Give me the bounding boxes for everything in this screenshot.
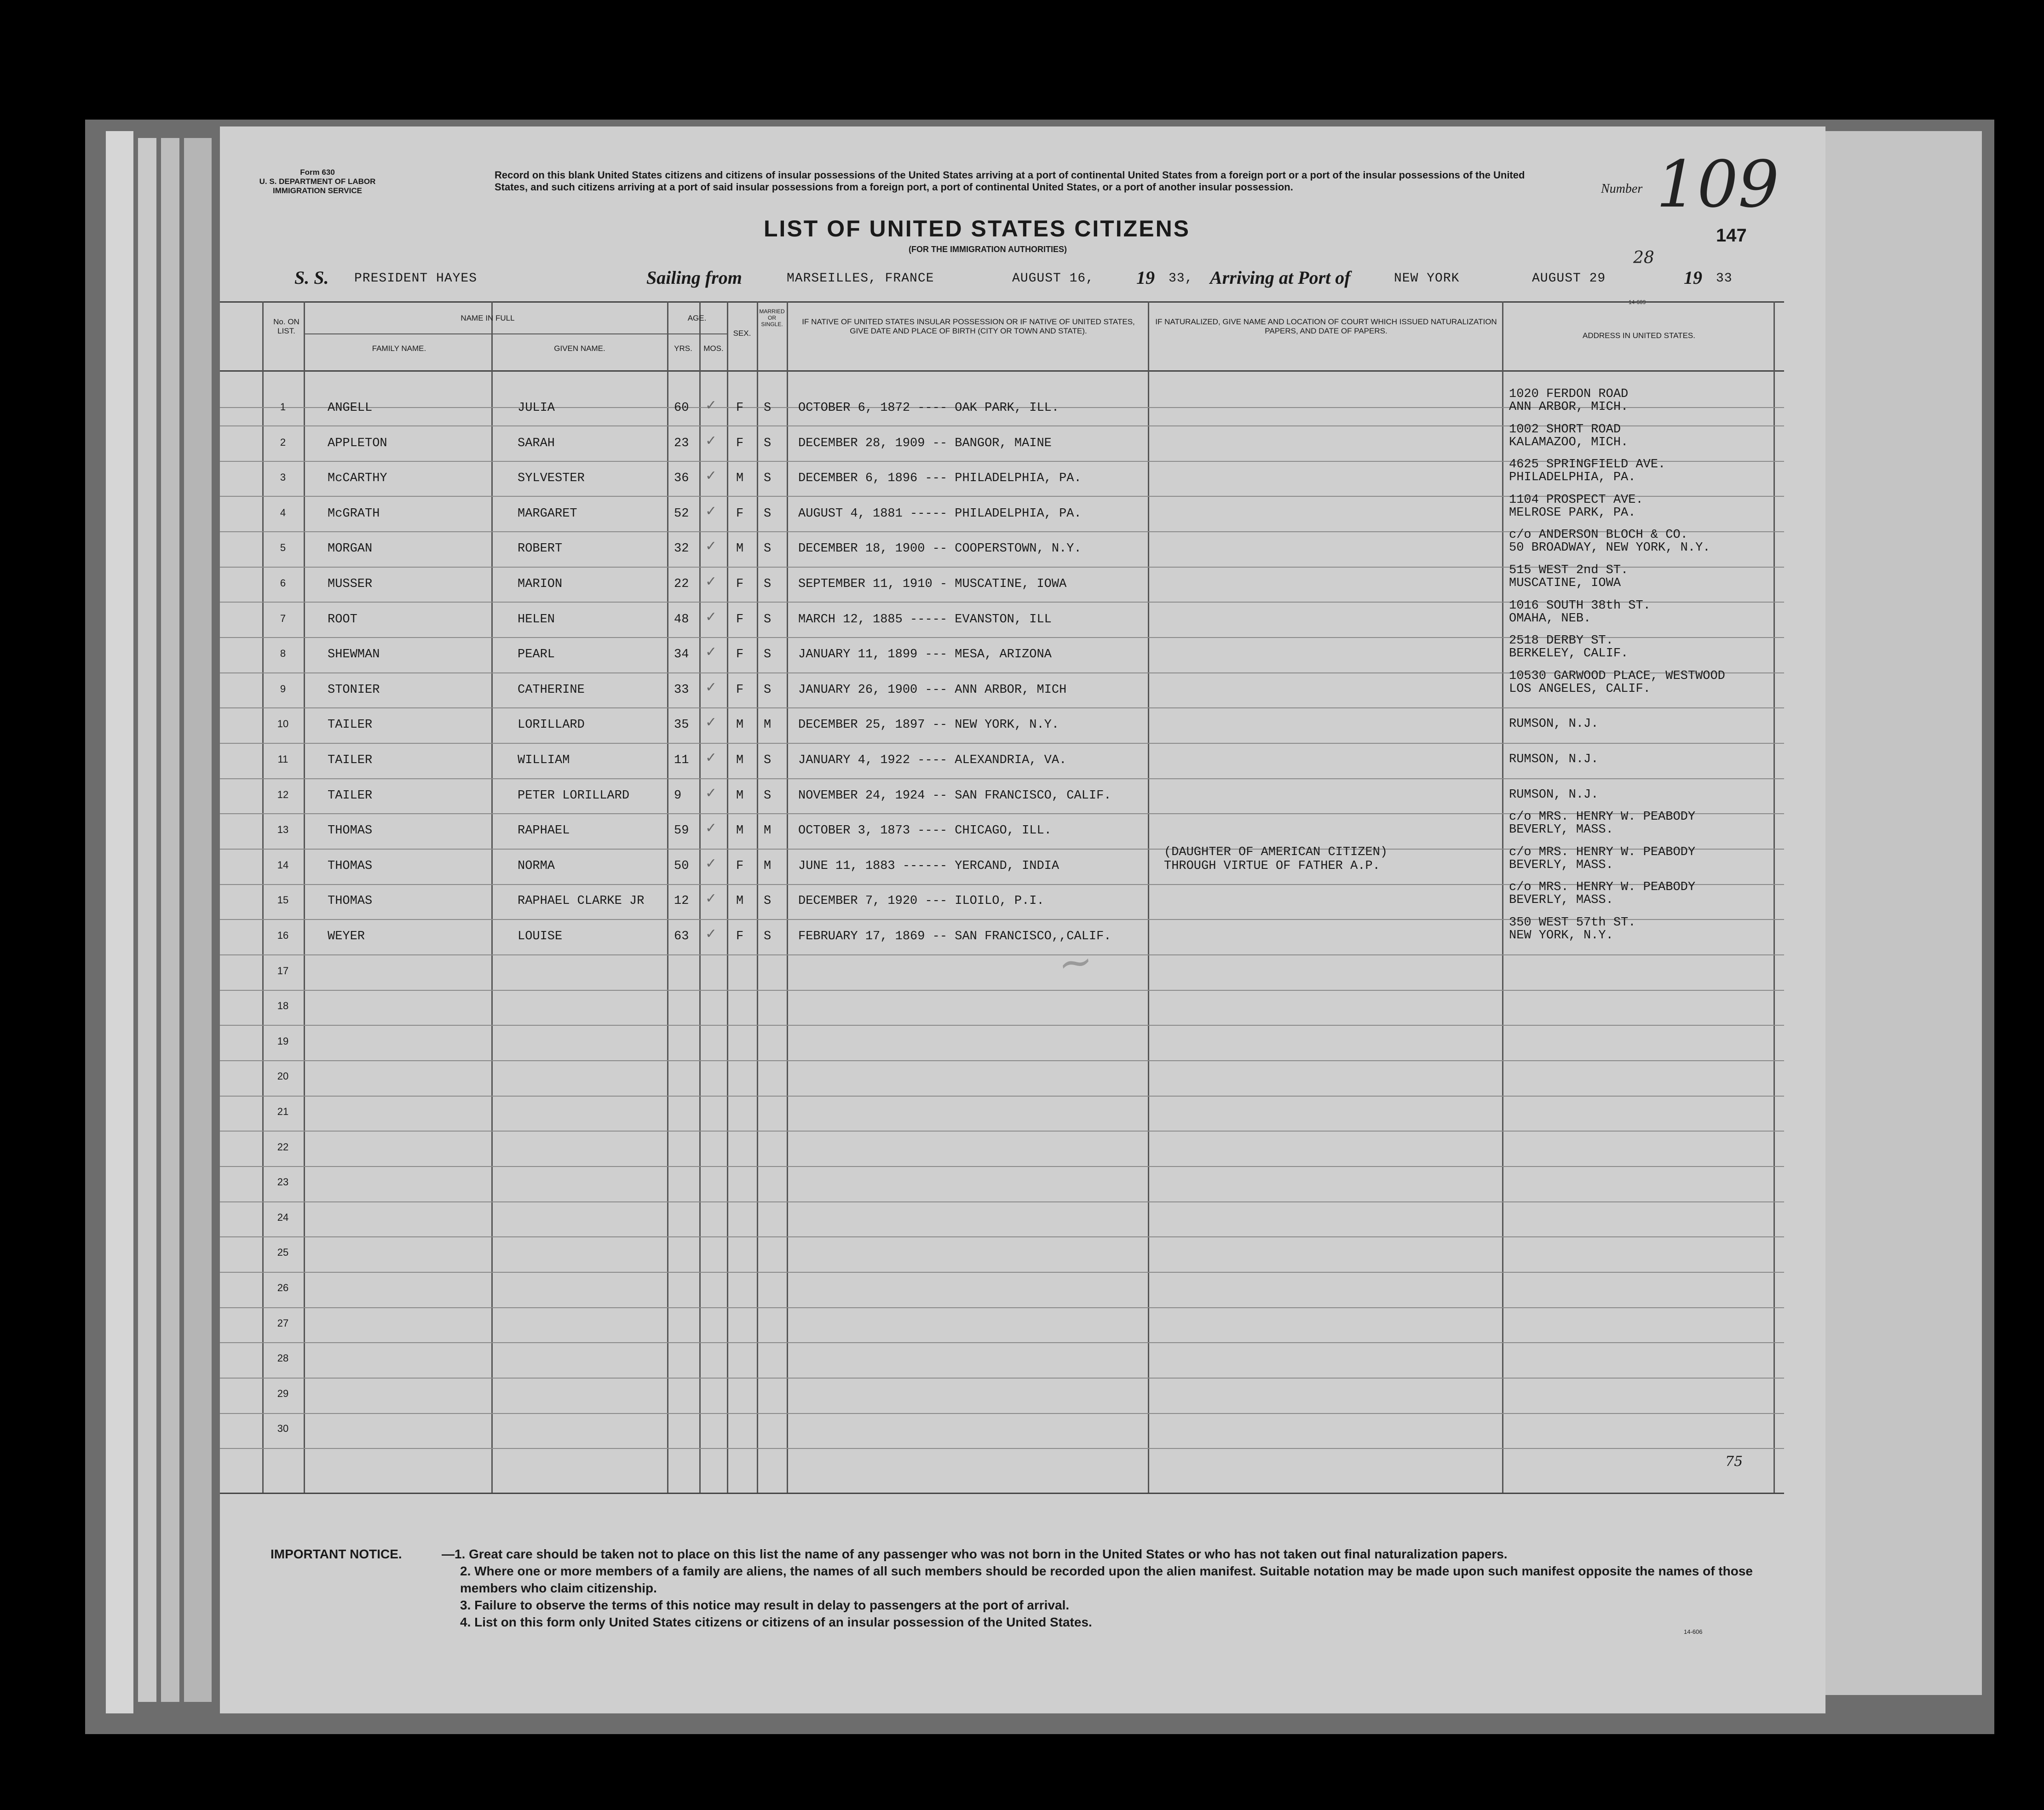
row-number: 9 xyxy=(280,683,286,695)
row-number: 15 xyxy=(277,894,289,906)
check-mark-icon: ✓ xyxy=(706,503,716,521)
birth-info: DECEMBER 6, 1896 --- PHILADELPHIA, PA. xyxy=(798,471,1082,486)
family-name: TAILER xyxy=(328,788,373,803)
birth-info: MARCH 12, 1885 ----- EVANSTON, ILL xyxy=(798,612,1052,626)
marital-status: S xyxy=(764,683,772,697)
family-name: APPLETON xyxy=(328,436,387,450)
given-name: SARAH xyxy=(518,436,555,450)
empty-row-number: 21 xyxy=(277,1106,289,1117)
row-rule xyxy=(220,1025,1784,1026)
check-mark-icon: ✓ xyxy=(706,609,716,626)
age-years: 48 xyxy=(674,612,689,626)
table-bottom-border xyxy=(220,1493,1784,1494)
address-line-1: 1020 FERDON ROAD xyxy=(1509,387,1629,401)
row-rule xyxy=(220,1096,1784,1097)
page-stamp: 147 xyxy=(1716,225,1747,246)
row-number: 4 xyxy=(280,506,286,518)
row-rule xyxy=(220,990,1784,991)
sex: M xyxy=(736,471,744,486)
address-line-2: 50 BROADWAY, NEW YORK, N.Y. xyxy=(1509,541,1710,555)
row-rule xyxy=(220,707,1784,708)
header-bottom-border xyxy=(220,370,1784,372)
check-mark-icon: ✓ xyxy=(706,750,716,767)
given-name: MARION xyxy=(518,577,563,591)
row-number: 13 xyxy=(277,824,289,836)
table-top-border xyxy=(220,301,1784,303)
birth-info: AUGUST 4, 1881 ----- PHILADELPHIA, PA. xyxy=(798,506,1082,521)
check-mark-icon: ✓ xyxy=(706,432,716,450)
birth-info: FEBRUARY 17, 1869 -- SAN FRANCISCO,,CALIF. xyxy=(798,930,1111,943)
address-line-1: 1002 SHORT ROAD xyxy=(1509,422,1621,437)
address-line-2: PHILADELPHIA, PA. xyxy=(1509,471,1636,485)
name-subdivider xyxy=(304,333,667,334)
column-divider xyxy=(304,301,305,1493)
marital-status: M xyxy=(764,824,772,838)
age-years: 33 xyxy=(674,683,689,697)
marital-status: S xyxy=(764,401,772,415)
col-header-address: ADDRESS IN UNITED STATES. xyxy=(1583,331,1695,340)
address-line-1: c/o MRS. HENRY W. PEABODY xyxy=(1509,810,1696,824)
page-edge-strip xyxy=(138,138,156,1702)
right-page-edge xyxy=(1825,131,1982,1695)
col-header-name-in-full: NAME IN FULL xyxy=(461,314,515,322)
birth-info: DECEMBER 7, 1920 --- ILOILO, P.I. xyxy=(798,894,1044,908)
row-number: 8 xyxy=(280,648,286,660)
empty-row-number: 30 xyxy=(277,1423,289,1435)
row-rule xyxy=(220,1342,1784,1343)
age-years: 63 xyxy=(674,930,689,943)
col-header-age: AGE. xyxy=(687,314,707,322)
address-line-2: RUMSON, N.J. xyxy=(1509,787,1599,802)
page-edge-strip xyxy=(106,131,133,1713)
row-rule xyxy=(220,1307,1784,1308)
check-mark-icon: ✓ xyxy=(706,820,716,838)
row-number: 16 xyxy=(277,930,289,941)
family-name: WEYER xyxy=(328,930,365,943)
row-number: 2 xyxy=(280,436,286,448)
check-mark-icon: ✓ xyxy=(706,926,716,943)
address-line-1: 1016 SOUTH 38th ST. xyxy=(1509,598,1651,613)
row-number: 6 xyxy=(280,577,286,589)
family-name: TAILER xyxy=(328,753,373,767)
notice-item-4: 4. List on this form only United States citizens or citizens of an insular possession of the United States. xyxy=(460,1615,1092,1629)
marital-status: S xyxy=(764,542,772,556)
notice-item-3: 3. Failure to observe the terms of this notice may result in delay to passengers at the port of arrival. xyxy=(460,1598,1070,1612)
birth-info: OCTOBER 6, 1872 ---- OAK PARK, ILL. xyxy=(798,401,1059,415)
sex: F xyxy=(736,401,744,415)
address-line-2: ANN ARBOR, MICH. xyxy=(1509,400,1629,414)
family-name: THOMAS xyxy=(328,894,373,908)
page-edge-strip xyxy=(161,138,179,1702)
address-line-2: LOS ANGELES, CALIF. xyxy=(1509,682,1651,696)
age-years: 22 xyxy=(674,577,689,591)
row-rule xyxy=(220,1131,1784,1132)
marital-status: S xyxy=(764,894,772,908)
col-header-married: MARRIED OR SINGLE. xyxy=(759,308,785,328)
address-line-1: 350 WEST 57th ST. xyxy=(1509,916,1636,930)
family-name: McCARTHY xyxy=(328,471,387,486)
address-line-1: 10530 GARWOOD PLACE, WESTWOOD xyxy=(1509,669,1725,683)
column-divider xyxy=(262,301,264,1493)
sex: F xyxy=(736,506,744,521)
age-years: 59 xyxy=(674,824,689,838)
family-name: THOMAS xyxy=(328,824,373,838)
empty-row-number: 20 xyxy=(277,1070,289,1082)
age-years: 32 xyxy=(674,542,689,556)
ss-label: S. S. xyxy=(294,267,329,288)
year-to: 33 xyxy=(1716,271,1733,286)
col-header-naturalized: IF NATURALIZED, GIVE NAME AND LOCATION OF COURT WHICH ISSUED NATURALIZATION PAPERS, AND DATE OF PAPERS. xyxy=(1155,317,1497,335)
family-name: ANGELL xyxy=(328,401,373,415)
number-label: Number xyxy=(1601,182,1643,196)
col-header-given-name: GIVEN NAME. xyxy=(554,344,605,353)
address-line-2: KALAMAZOO, MICH. xyxy=(1509,435,1629,449)
family-name: STONIER xyxy=(328,683,380,697)
empty-row-number: 23 xyxy=(277,1176,289,1188)
address-line-2: BEVERLY, MASS. xyxy=(1509,893,1613,908)
age-subdivider xyxy=(667,333,727,334)
check-mark-icon: ✓ xyxy=(706,538,716,556)
row-rule xyxy=(220,1166,1784,1167)
year-from: 33, xyxy=(1169,271,1193,286)
marital-status: S xyxy=(764,577,772,591)
column-divider xyxy=(699,301,701,1493)
row-rule xyxy=(220,1448,1784,1449)
row-rule xyxy=(220,1236,1784,1237)
row-number: 5 xyxy=(280,542,286,554)
age-years: 12 xyxy=(674,894,689,908)
sex: F xyxy=(736,683,744,697)
row-rule xyxy=(220,1272,1784,1273)
row-rule xyxy=(220,1060,1784,1061)
date-from: AUGUST 16, xyxy=(1012,271,1094,286)
address-line-2: NEW YORK, N.Y. xyxy=(1509,929,1613,942)
given-name: MARGARET xyxy=(518,506,577,521)
family-name: TAILER xyxy=(328,718,373,732)
form-instructions: Record on this blank United States citizens and citizens of insular possessions of the United States arriving at a port of continental United States from a foreign port or a port of the insular possessions of the United States, and such citizens arriving at a port of said insular possessions from a foreign port, a port of continental United States, or a port of another insular possession. xyxy=(495,169,1525,193)
empty-row-number: 22 xyxy=(277,1141,289,1153)
birth-info: JUNE 11, 1883 ------ YERCAND, INDIA xyxy=(798,859,1059,873)
column-divider xyxy=(1502,301,1503,1493)
family-name: MUSSER xyxy=(328,577,373,591)
given-name: HELEN xyxy=(518,612,555,626)
notice-item-2: 2. Where one or more members of a family are aliens, the names of all such members should be recorded upon the alien manifest. Suitable notation may be made upon such manifest opposite the names of those members who claim citizenship. xyxy=(460,1564,1753,1595)
row-number: 12 xyxy=(277,788,289,800)
date-to-correction: 28 xyxy=(1633,248,1654,267)
address-line-1: 1104 PROSPECT AVE. xyxy=(1509,493,1643,507)
inspector-signature: ~ xyxy=(1055,936,1096,989)
row-rule xyxy=(220,1378,1784,1379)
column-divider xyxy=(787,301,788,1493)
age-years: 60 xyxy=(674,401,689,415)
check-mark-icon: ✓ xyxy=(706,891,716,908)
row-rule xyxy=(220,1413,1784,1414)
sex: F xyxy=(736,612,744,626)
address-line-1: 4625 SPRINGFIELD AVE. xyxy=(1509,458,1666,472)
family-name: ROOT xyxy=(328,612,357,626)
row-rule xyxy=(220,1201,1784,1202)
empty-row-number: 17 xyxy=(277,965,289,977)
given-name: SYLVESTER xyxy=(518,471,585,486)
marital-status: S xyxy=(764,506,772,521)
column-divider xyxy=(667,301,668,1493)
address-line-2: BEVERLY, MASS. xyxy=(1509,823,1613,837)
form-info xyxy=(248,168,386,195)
row-number: 7 xyxy=(280,612,286,624)
given-name: WILLIAM xyxy=(518,753,570,767)
marital-status: S xyxy=(764,753,772,767)
number-value: 109 xyxy=(1656,147,1779,222)
marital-status: M xyxy=(764,859,772,873)
sex: F xyxy=(736,577,744,591)
age-years: 35 xyxy=(674,718,689,732)
birth-info: SEPTEMBER 11, 1910 - MUSCATINE, IOWA xyxy=(798,577,1067,591)
check-mark-icon: ✓ xyxy=(706,574,716,591)
naturalization-note-2: THROUGH VIRTUE OF FATHER A.P. xyxy=(1164,859,1380,873)
sex: M xyxy=(736,894,744,908)
column-divider xyxy=(727,301,728,1493)
marital-status: S xyxy=(764,471,772,486)
empty-row-number: 25 xyxy=(277,1247,289,1258)
row-number: 11 xyxy=(277,753,288,765)
empty-row-number: 26 xyxy=(277,1282,289,1293)
service-name: IMMIGRATION SERVICE xyxy=(273,186,362,195)
address-line-2: RUMSON, N.J. xyxy=(1509,753,1599,766)
birth-info: DECEMBER 25, 1897 -- NEW YORK, N.Y. xyxy=(798,718,1059,732)
column-divider xyxy=(757,301,758,1493)
page-edge-strip xyxy=(184,138,212,1702)
address-line-1: 2518 DERBY ST. xyxy=(1509,634,1613,648)
marital-status: M xyxy=(764,718,772,732)
marital-status: S xyxy=(764,648,772,662)
marital-status: S xyxy=(764,436,772,450)
given-name: PETER LORILLARD xyxy=(518,788,630,803)
col-header-mos: MOS. xyxy=(703,344,724,353)
age-years: 9 xyxy=(674,788,682,803)
column-divider xyxy=(1148,301,1149,1493)
given-name: ROBERT xyxy=(518,542,563,556)
page-mark: 75 xyxy=(1725,1454,1743,1470)
family-name: MORGAN xyxy=(328,542,373,556)
marital-status: S xyxy=(764,930,772,943)
address-line-1: c/o ANDERSON BLOCH & CO. xyxy=(1509,528,1688,542)
address-line-2: MUSCATINE, IOWA xyxy=(1509,576,1621,590)
sex: F xyxy=(736,648,744,662)
port-from: MARSEILLES, FRANCE xyxy=(787,271,934,286)
given-name: NORMA xyxy=(518,859,555,873)
year-from-prefix: 19 xyxy=(1136,267,1155,288)
row-number: 3 xyxy=(280,471,286,483)
department-name: U. S. DEPARTMENT OF LABOR xyxy=(259,177,376,186)
row-rule xyxy=(220,743,1784,744)
sex: M xyxy=(736,718,744,732)
row-rule xyxy=(220,778,1784,779)
age-years: 34 xyxy=(674,648,689,662)
birth-info: OCTOBER 3, 1873 ---- CHICAGO, ILL. xyxy=(798,824,1052,838)
sailing-label: Sailing from xyxy=(646,267,742,288)
check-mark-icon: ✓ xyxy=(706,644,716,662)
marital-status: S xyxy=(764,612,772,626)
given-name: CATHERINE xyxy=(518,683,585,697)
col-header-yrs: YRS. xyxy=(674,344,692,353)
sex: M xyxy=(736,824,744,838)
form-number: Form 630 xyxy=(300,168,335,177)
sex: M xyxy=(736,542,744,556)
empty-row-number: 18 xyxy=(277,1000,289,1012)
important-notice-heading: IMPORTANT NOTICE. xyxy=(271,1547,402,1561)
column-divider xyxy=(491,301,493,1493)
column-divider xyxy=(1773,301,1775,1493)
col-header-family-name: FAMILY NAME. xyxy=(372,344,426,353)
given-name: LORILLARD xyxy=(518,718,585,732)
col-header-birth: IF NATIVE OF UNITED STATES INSULAR POSSESSION OR IF NATIVE OF UNITED STATES, GIVE DATE AND PLACE OF BIRTH (CITY OR TOWN AND STATE). xyxy=(802,317,1135,335)
birth-info: NOVEMBER 24, 1924 -- SAN FRANCISCO, CALIF. xyxy=(798,788,1111,803)
birth-info: DECEMBER 28, 1909 -- BANGOR, MAINE xyxy=(798,436,1052,450)
check-mark-icon: ✓ xyxy=(706,468,716,486)
address-line-1: c/o MRS. HENRY W. PEABODY xyxy=(1509,845,1696,859)
given-name: PEARL xyxy=(518,648,555,662)
page-subtitle: (FOR THE IMMIGRATION AUTHORITIES) xyxy=(909,245,1067,254)
empty-row-number: 28 xyxy=(277,1352,289,1364)
notice-code: 14-606 xyxy=(1684,1628,1703,1635)
age-years: 11 xyxy=(674,753,689,767)
birth-info: DECEMBER 18, 1900 -- COOPERSTOWN, N.Y. xyxy=(798,542,1082,556)
address-line-2: RUMSON, N.J. xyxy=(1509,717,1599,731)
check-mark-icon: ✓ xyxy=(706,855,716,873)
address-line-1: 515 WEST 2nd ST. xyxy=(1509,563,1629,577)
row-number: 10 xyxy=(277,718,289,730)
check-mark-icon: ✓ xyxy=(706,785,716,803)
given-name: RAPHAEL xyxy=(518,824,570,838)
birth-info: JANUARY 11, 1899 --- MESA, ARIZONA xyxy=(798,648,1052,662)
empty-row-number: 29 xyxy=(277,1387,289,1399)
address-line-2: OMAHA, NEB. xyxy=(1509,611,1591,626)
empty-row-number: 19 xyxy=(277,1035,289,1047)
given-name: LOUISE xyxy=(518,930,563,943)
naturalization-note-1: (DAUGHTER OF AMERICAN CITIZEN) xyxy=(1164,845,1388,859)
sex: F xyxy=(736,930,744,943)
arriving-label: Arriving at Port of xyxy=(1210,267,1351,288)
number-field xyxy=(1601,182,1642,196)
sex: M xyxy=(736,788,744,803)
row-number: 1 xyxy=(280,401,286,413)
address-line-2: BERKELEY, CALIF. xyxy=(1509,647,1629,661)
given-name: RAPHAEL CLARKE JR xyxy=(518,894,645,908)
given-name: JULIA xyxy=(518,401,555,415)
row-rule xyxy=(220,954,1784,955)
sex: F xyxy=(736,859,744,873)
family-name: SHEWMAN xyxy=(328,648,380,662)
notice-item-1: —1. Great care should be taken not to place on this list the name of any passenger who was not born in the United States or who has not taken out final naturalization papers. xyxy=(442,1547,1508,1561)
important-notice-list xyxy=(442,1546,1753,1631)
port-to: NEW YORK xyxy=(1394,271,1460,286)
empty-row-number: 24 xyxy=(277,1211,289,1223)
page-title: LIST OF UNITED STATES CITIZENS xyxy=(764,216,1191,241)
family-name: THOMAS xyxy=(328,859,373,873)
age-years: 36 xyxy=(674,471,689,486)
check-mark-icon: ✓ xyxy=(706,679,716,697)
check-mark-icon: ✓ xyxy=(706,714,716,732)
date-to: AUGUST 29 xyxy=(1532,271,1606,286)
birth-info: JANUARY 4, 1922 ---- ALEXANDRIA, VA. xyxy=(798,753,1067,767)
col-header-no: No. ON LIST. xyxy=(273,317,299,335)
birth-info: JANUARY 26, 1900 --- ANN ARBOR, MICH xyxy=(798,683,1067,697)
address-line-2: BEVERLY, MASS. xyxy=(1509,858,1613,872)
sex: F xyxy=(736,436,744,450)
marital-status: S xyxy=(764,788,772,803)
ship-name: PRESIDENT HAYES xyxy=(354,271,478,286)
sex: M xyxy=(736,753,744,767)
age-years: 50 xyxy=(674,859,689,873)
address-line-2: MELROSE PARK, PA. xyxy=(1509,506,1636,520)
address-line-1: c/o MRS. HENRY W. PEABODY xyxy=(1509,880,1696,895)
empty-row-number: 27 xyxy=(277,1317,289,1329)
row-number: 14 xyxy=(277,859,289,871)
age-years: 52 xyxy=(674,506,689,521)
check-mark-icon: ✓ xyxy=(706,397,716,415)
year-to-prefix: 19 xyxy=(1684,267,1702,288)
age-years: 23 xyxy=(674,436,689,450)
family-name: McGRATH xyxy=(328,506,380,521)
col-header-sex: SEX. xyxy=(733,329,751,338)
